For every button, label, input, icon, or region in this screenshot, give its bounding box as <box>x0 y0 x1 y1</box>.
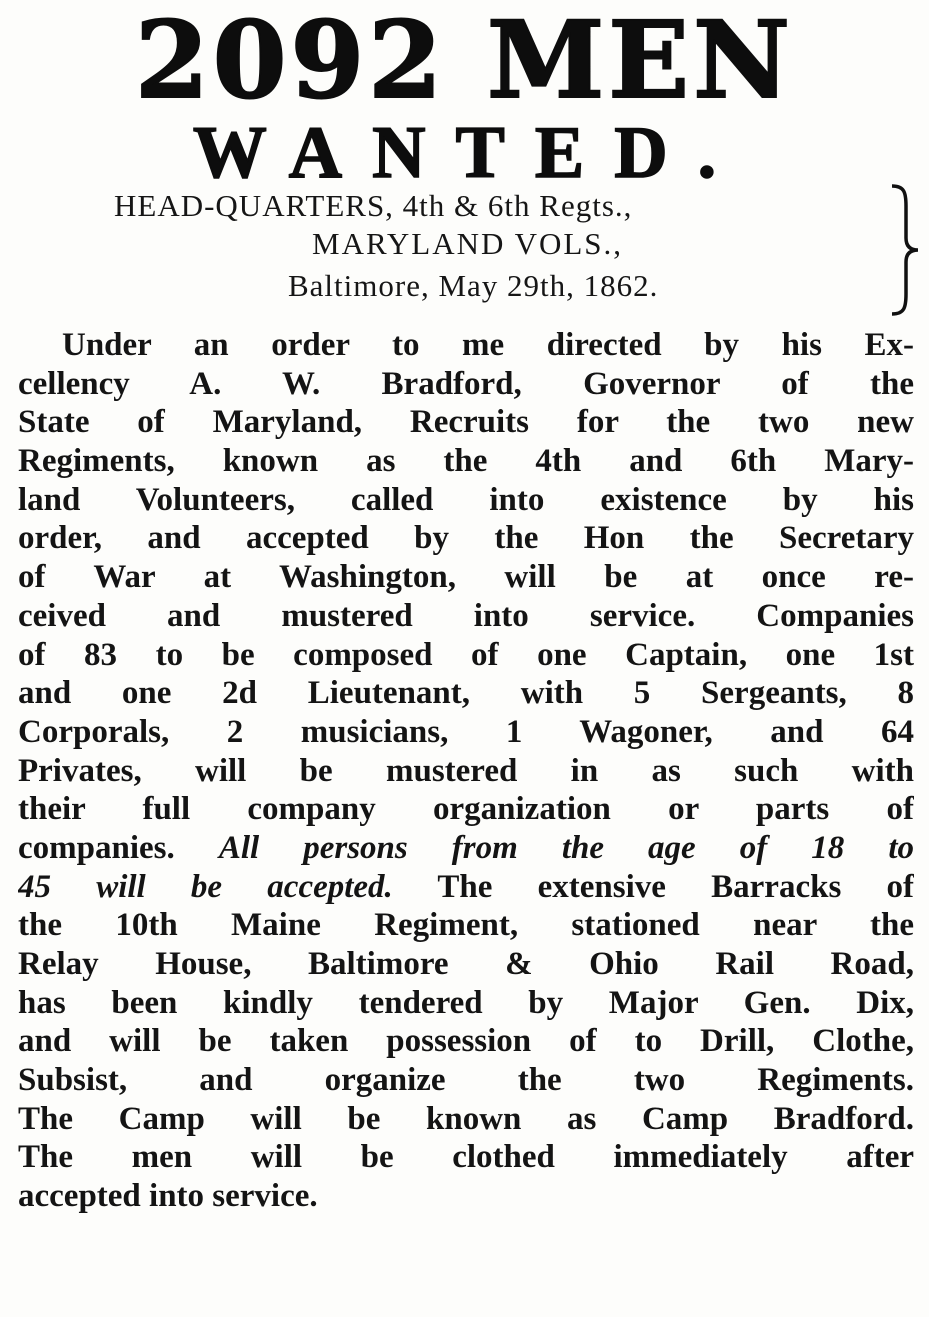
body-line: has been kindly tendered by Major Gen. Dix, <box>18 984 914 1021</box>
body-line: Relay House, Baltimore & Ohio Rail Road, <box>18 946 914 982</box>
body-line: the 10th Maine Regiment, stationed near the <box>18 907 914 944</box>
body-line: order, and accepted by the Hon the Secretary <box>18 520 914 557</box>
body-line: of 83 to be composed of one Captain, one 1st <box>18 636 914 673</box>
body-line: land Volunteers, called into existence by his <box>18 481 914 518</box>
body-line: Regiments, known as the 4th and 6th Mary- <box>18 443 914 480</box>
body-line: The Camp will be known as Camp Bradford. <box>18 1100 914 1137</box>
body-line-mixed <box>18 868 914 907</box>
body-italic-run: 45 will be accepted. <box>18 868 393 905</box>
body-line: of War at Washington, will be at once re- <box>18 559 914 596</box>
body-text-run: The extensive Barracks of <box>392 868 914 905</box>
dateline-headquarters: HEAD-QUARTERS, 4th & 6th Regts., <box>114 188 633 223</box>
body-line: Under an order to me directed by his Ex- <box>62 327 914 363</box>
body-line: their full company organization or parts of <box>18 791 914 828</box>
dateline-place-date: Baltimore, May 29th, 1862. <box>288 268 659 303</box>
bracket-brace <box>884 182 924 318</box>
body-line: and one 2d Lieutenant, with 5 Sergeants, 8 <box>18 675 914 712</box>
body-line: State of Maryland, Recruits for the two new <box>18 404 914 441</box>
body-text-run: companies. <box>18 829 219 866</box>
body-italic-run: All persons from the age of 18 to <box>218 829 914 866</box>
article-body <box>18 326 914 1216</box>
headline-men: 2092 MEN <box>135 0 794 122</box>
body-line: and will be taken possession of to Drill, Clothe, <box>18 1023 914 1060</box>
body-line: cellency A. W. Bradford, Governor of the <box>18 365 914 402</box>
dateline-unit: MARYLAND VOLS., <box>312 226 624 261</box>
headline-wanted: WANTED. <box>192 112 747 194</box>
body-line: Corporals, 2 musicians, 1 Wagoner, and 64 <box>18 713 914 750</box>
body-line: ceived and mustered into service. Companies <box>18 597 914 634</box>
body-line-mixed <box>18 829 914 868</box>
body-line: Subsist, and organize the two Regiments. <box>18 1062 914 1099</box>
body-line: Privates, will be mustered in as such with <box>18 752 914 789</box>
body-line: accepted into service. <box>18 1178 318 1215</box>
body-line: The men will be clothed immediately after <box>18 1139 914 1176</box>
